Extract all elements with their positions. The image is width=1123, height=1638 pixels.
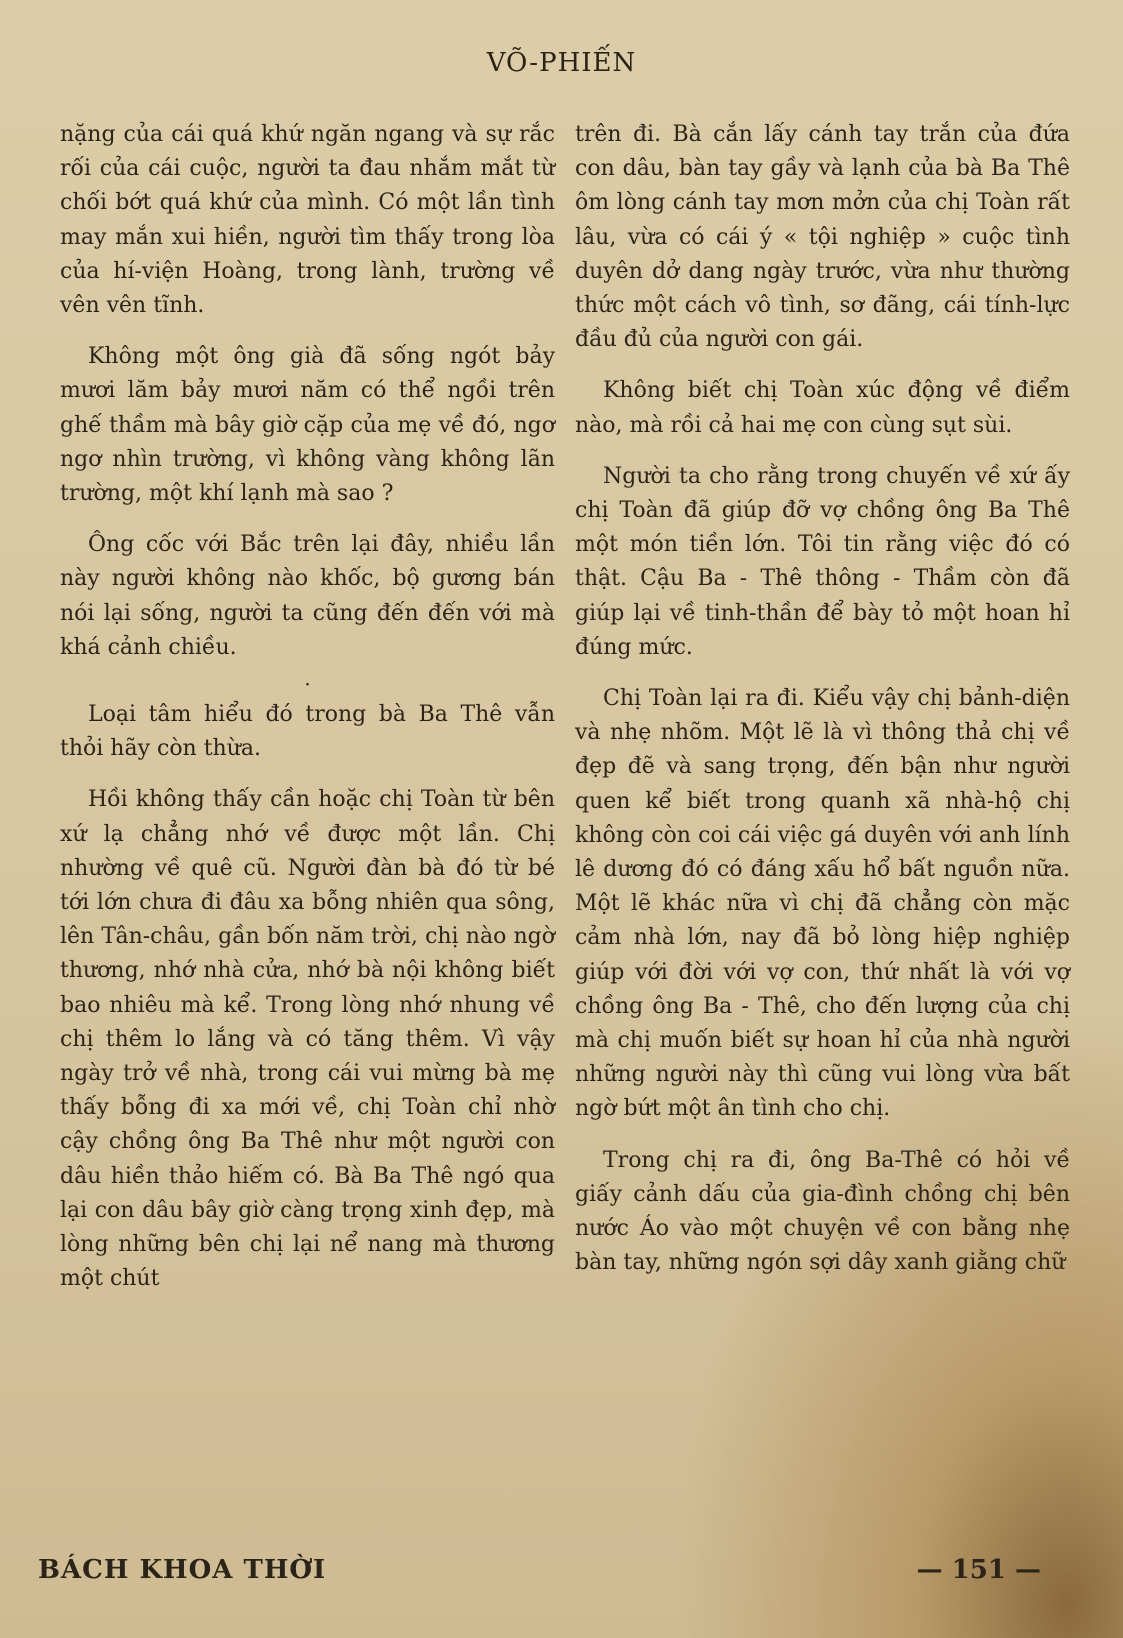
left-column <box>60 118 555 1314</box>
paragraph: Loại tâm hiểu đó trong bà Ba Thê vẫn thỏi hãy còn thừa. <box>60 702 555 762</box>
paragraph: nặng của cái quá khứ ngăn ngang và sự rắc rối của cái cuộc, người ta đau nhắm mắt từ chối bớt quá khứ của mình. Có một lần tình may mắn xui hiền, người tìm thấy trong lòa của hí-viện Hoàng, trong lành, trường về vên vên tĩnh. <box>60 122 555 319</box>
page-footer <box>0 1555 1123 1595</box>
paragraph: trên đi. Bà cắn lấy cánh tay trắn của đứa con dâu, bàn tay gầy và lạnh của bà Ba Thê ôm lòng cánh tay mơn mởn của chị Toàn rất lâu, vừa có cái ý « tội nghiệp » cuộc tình duyên dở dang ngày trước, vừa như thường thức một cách vô tình, sơ đãng, cái tính-lực đầu đủ của người con gái. <box>575 122 1070 353</box>
section-break-ornament: · <box>304 672 311 697</box>
paragraph: Không một ông già đã sống ngót bảy mươi lăm bảy mươi năm có thể ngồi trên ghế thầm mà bây giờ cặp của mẹ về đó, ngơ ngơ nhìn trường, vì không vàng không lãn trường, một khí lạnh mà sao ? <box>60 344 555 507</box>
paragraph: Hồi không thấy cần hoặc chị Toàn từ bên xứ lạ chẳng nhớ về được một lần. Chị nhường về quê cũ. Người đàn bà đó từ bé tới lớn chưa đi đâu xa bỗng nhiên qua sông, lên Tân-châu, gần bốn năm trời, chị nào ngờ thương, nhớ nhà cửa, nhớ bà nội không biết bao nhiêu mà kể. Trong lòng nhớ nhung về chị thêm lo lắng và có tăng thêm. Vì vậy ngày trở về nhà, trong cái vui mừng bà mẹ thấy bỗng đi xa mới về, chị Toàn chỉ nhờ cậy chồng ông Ba Thê như một người con dâu hiền thảo hiếm có. Bà Ba Thê ngó qua lại con dâu bây giờ càng trọng xinh đẹp, mà lòng những bên chị lại nể nang mà thương một chút <box>60 787 555 1292</box>
running-header: VÕ-PHIẾN <box>486 48 637 78</box>
paragraph: Chị Toàn lại ra đi. Kiểu vậy chị bảnh-diện và nhẹ nhõm. Một lẽ là vì thông thả chị về đẹp đẽ và sang trọng, đến bận như người quen kể biết trong quanh xã nhà-hộ chị không còn coi cái việc gá duyên với anh lính lê dương đó có đáng xấu hổ bất nguồn nữa. Một lẽ khác nữa vì chị đã chẳng còn mặc cảm nhà lớn, nay đã bỏ lòng hiệp nghiệp giúp với đời với vợ con, thứ nhất là với vợ chồng ông Ba - Thê, cho đến lượng của chị mà chị muốn biết sự hoan hỉ của nhà người những người này thì cũng vui lòng vừa bất ngờ bứt một ân tình cho chị. <box>575 686 1070 1122</box>
page-number: — 151 — <box>916 1555 1041 1585</box>
paragraph: Không biết chị Toàn xúc động về điểm nào, mà rồi cả hai mẹ con cùng sụt sùi. <box>575 378 1070 438</box>
magazine-title: BÁCH KHOA THỜI <box>38 1555 327 1585</box>
paragraph: Người ta cho rằng trong chuyến về xứ ấy chị Toàn đã giúp đỡ vợ chồng ông Ba Thê một món tiền lớn. Tôi tin rằng việc đó có thật. Cậu Ba - Thê thông - Thầm còn đã giúp lại về tinh-thần để bày tỏ một hoan hỉ đúng mức. <box>575 463 1070 660</box>
right-column <box>575 118 1070 1298</box>
paragraph: Trong chị ra đi, ông Ba-Thê có hỏi về giấy cảnh dấu của gia-đình chồng chị bên nước Áo vào một chuyện về con bằng nhẹ bàn tay, những ngón sợi dây xanh giằng chữ <box>575 1147 1070 1276</box>
paragraph: Ông cốc với Bắc trên lại đây, nhiều lần này người không nào khốc, bộ gương bán nói lại sống, người ta cũng đến đến với mà khá cảnh chiều. <box>60 532 555 660</box>
